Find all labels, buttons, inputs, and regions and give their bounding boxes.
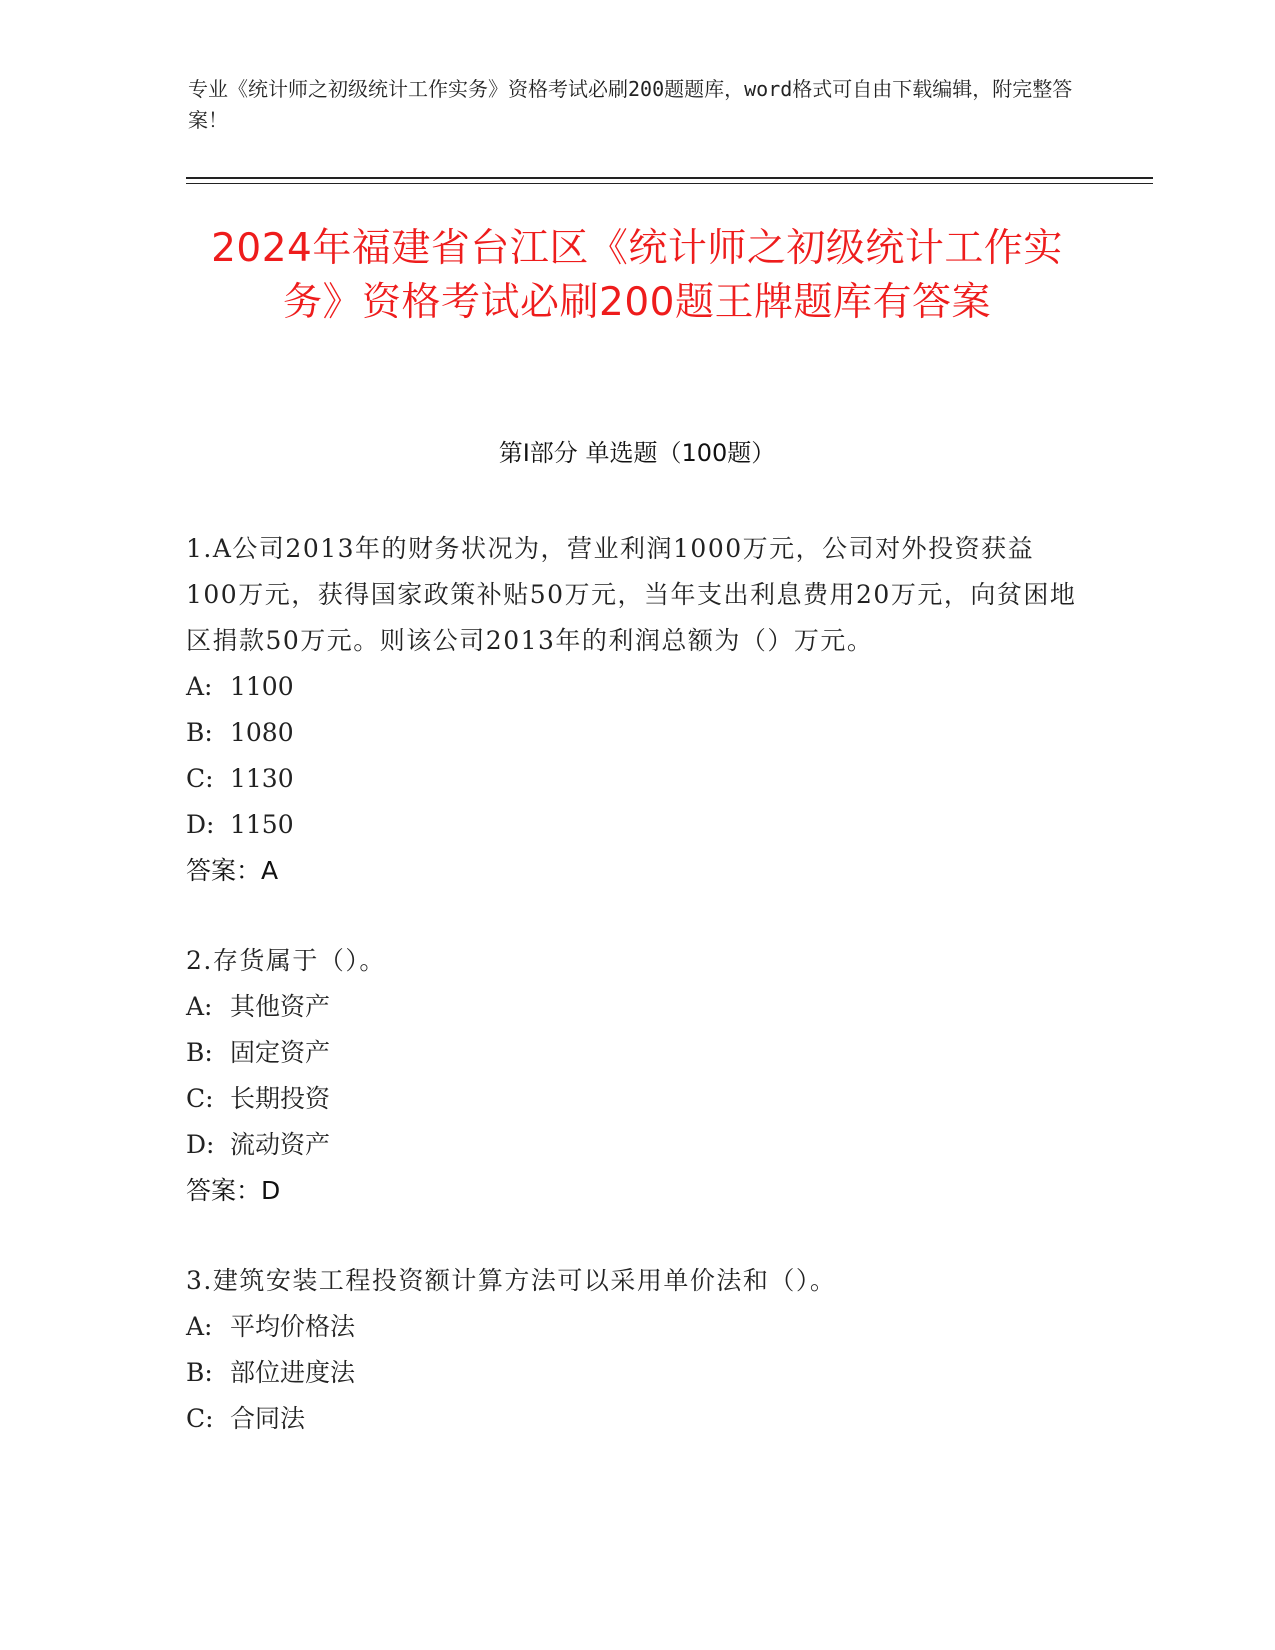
question-1	[186, 526, 1086, 894]
option-d	[186, 802, 1086, 848]
option-text: 1130	[230, 764, 294, 793]
option-c	[186, 1076, 1086, 1122]
option-text: 1080	[230, 718, 294, 747]
section-heading: 第I部分 单选题（100题）	[498, 439, 776, 467]
option-letter: C:	[186, 1084, 214, 1113]
option-text: 部位进度法	[230, 1358, 356, 1387]
document-title: 2024年福建省台江区《统计师之初级统计工作实务》资格考试必刷200题王牌题库有答案	[211, 226, 1063, 325]
option-letter: D:	[186, 810, 215, 839]
option-c	[186, 756, 1086, 802]
option-text: 平均价格法	[230, 1312, 356, 1341]
question-3	[186, 1258, 1086, 1442]
option-letter: A:	[186, 1312, 213, 1341]
option-letter: A:	[186, 672, 213, 701]
question-stem: 2.存货属于（）。	[186, 946, 386, 975]
option-text: 合同法	[230, 1404, 306, 1433]
header-divider-thick	[186, 177, 1153, 179]
option-text: 流动资产	[230, 1130, 331, 1159]
option-a	[186, 664, 1086, 710]
option-letter: B:	[186, 1038, 213, 1067]
option-letter: B:	[186, 718, 213, 747]
question-stem: 1.A公司2013年的财务状况为，营业利润1000万元，公司对外投资获益100万元，获得国家政策补贴50万元，当年支出利息费用20万元，向贫困地区捐款50万元。则该公司2013年的利润总额为（）万元。	[186, 534, 1077, 655]
question-spacer	[186, 1214, 1086, 1258]
question-list	[186, 526, 1086, 1442]
answer-line: 答案：A	[186, 856, 279, 885]
option-text: 1150	[230, 810, 294, 839]
option-b	[186, 1350, 1086, 1396]
header-note: 专业《统计师之初级统计工作实务》资格考试必刷200题题库，word格式可自由下载编辑，附完整答案！	[188, 77, 1073, 132]
option-letter: A:	[186, 992, 213, 1021]
option-letter: D:	[186, 1130, 215, 1159]
answer-line: 答案：D	[186, 1176, 281, 1205]
option-text: 其他资产	[230, 992, 331, 1021]
option-text: 1100	[230, 672, 294, 701]
option-text: 固定资产	[230, 1038, 331, 1067]
option-letter: C:	[186, 1404, 214, 1433]
header-divider-thin	[186, 183, 1153, 184]
option-c	[186, 1396, 1086, 1442]
option-b	[186, 710, 1086, 756]
option-b	[186, 1030, 1086, 1076]
option-a	[186, 984, 1086, 1030]
question-2	[186, 938, 1086, 1214]
option-letter: B:	[186, 1358, 213, 1387]
question-stem: 3.建筑安装工程投资额计算方法可以采用单价法和（）。	[186, 1266, 837, 1295]
option-text: 长期投资	[230, 1084, 331, 1113]
question-spacer	[186, 894, 1086, 938]
option-letter: C:	[186, 764, 214, 793]
option-d	[186, 1122, 1086, 1168]
option-a	[186, 1304, 1086, 1350]
